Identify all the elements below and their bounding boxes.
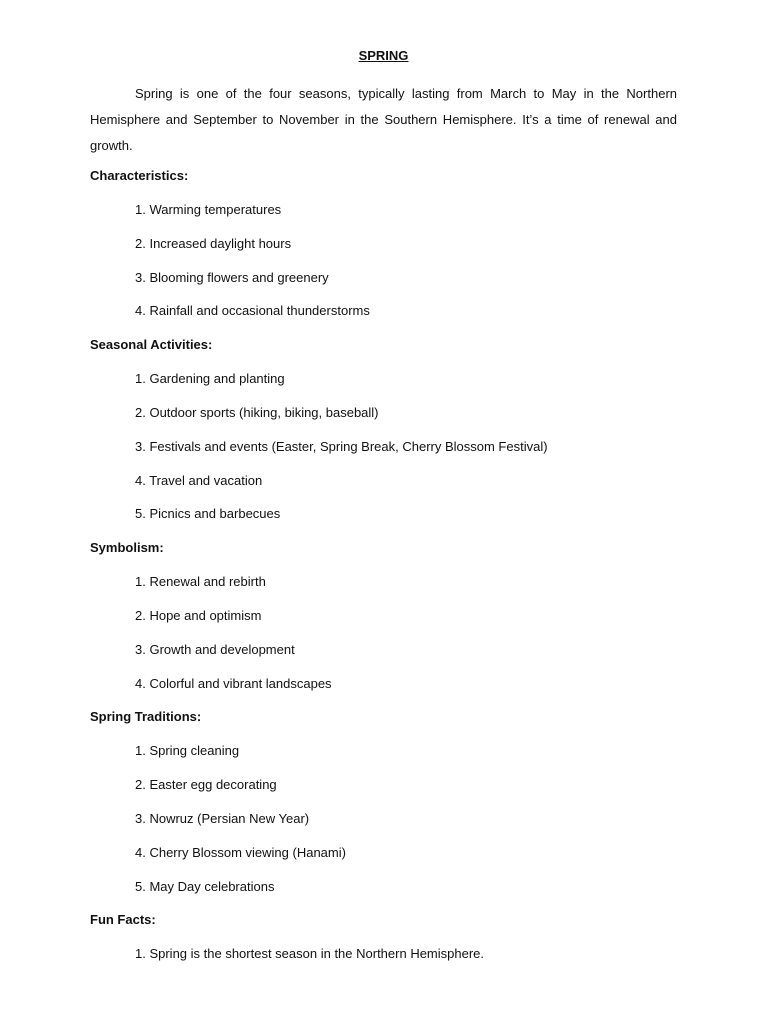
list-item: 1. Warming temperatures <box>135 202 282 217</box>
section <box>90 539 677 692</box>
section-heading: Characteristics: <box>90 168 189 183</box>
intro-paragraph: Spring is one of the four seasons, typically lasting from March to May in the Northern Hemisphere and September to November in the Southern Hemisphere. It’s a time of renewal and growth. <box>90 86 677 153</box>
list-item: 4. Travel and vacation <box>135 472 263 488</box>
section <box>90 167 677 320</box>
list-item: 1. Spring is the shortest season in the Northern Hemisphere. <box>135 946 485 962</box>
section-heading: Symbolism: <box>90 540 164 556</box>
list-item: 4. Rainfall and occasional thunderstorms <box>135 303 370 319</box>
list-item: 3. Nowruz (Persian New Year) <box>135 810 310 826</box>
numbered-list <box>90 573 677 692</box>
section-heading: Seasonal Activities: <box>90 337 213 353</box>
section <box>90 336 677 523</box>
list-item: 2. Easter egg decorating <box>135 777 277 793</box>
numbered-list <box>90 201 677 320</box>
list-item: 3. Growth and development <box>135 641 295 657</box>
list-item: 2. Increased daylight hours <box>135 235 292 251</box>
numbered-list <box>90 370 677 523</box>
list-item: 3. Blooming flowers and greenery <box>135 269 329 285</box>
list-item: 3. Festivals and events (Easter, Spring Break, Cherry Blossom Festival) <box>135 438 548 454</box>
section <box>90 911 677 963</box>
list-item: 2. Outdoor sports (hiking, biking, baseball) <box>135 404 379 420</box>
list-item: 4. Cherry Blossom viewing (Hanami) <box>135 844 346 860</box>
list-item: 1. Renewal and rebirth <box>135 574 266 590</box>
numbered-list <box>90 742 677 895</box>
list-item: 2. Hope and optimism <box>135 607 262 623</box>
section <box>90 708 677 895</box>
sections-container <box>90 167 677 963</box>
list-item: 1. Gardening and planting <box>135 371 285 387</box>
list-item: 4. Colorful and vibrant landscapes <box>135 675 332 691</box>
list-item: 1. Spring cleaning <box>135 743 240 759</box>
section-heading: Spring Traditions: <box>90 709 202 725</box>
list-item: 5. Picnics and barbecues <box>135 506 281 522</box>
document-title: SPRING <box>358 48 409 63</box>
numbered-list <box>90 945 677 963</box>
list-item: 5. May Day celebrations <box>135 878 275 894</box>
section-heading: Fun Facts: <box>90 912 156 928</box>
